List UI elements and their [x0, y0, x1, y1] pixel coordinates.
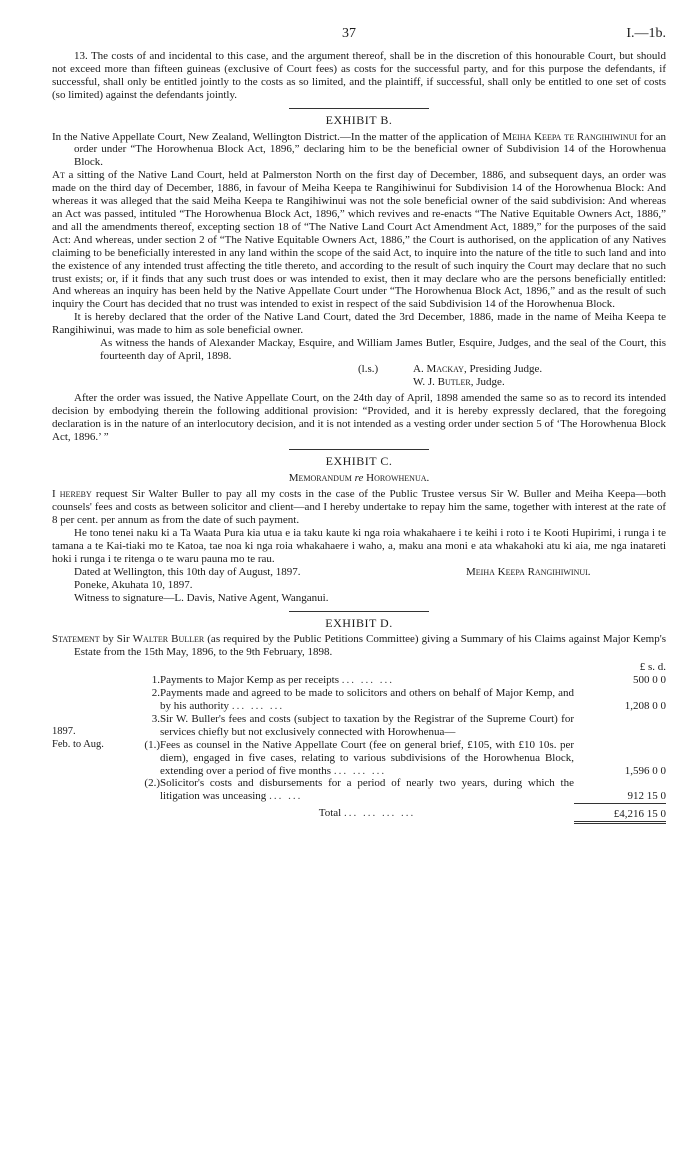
row-number: (2.) — [144, 777, 160, 790]
signature-line-2 — [52, 376, 666, 389]
row-year — [52, 674, 132, 687]
row-description — [160, 739, 574, 778]
sig-name: Mackay — [426, 362, 464, 375]
total-label: Total — [318, 807, 342, 820]
exhibit-b-heading: EXHIBIT B. — [325, 112, 393, 127]
exhibit-d-heading: EXHIBIT D. — [325, 615, 393, 630]
row-number: 3. — [151, 712, 160, 725]
row-amount: 912 15 0 — [627, 789, 666, 802]
row-year: Feb. to Aug. — [52, 738, 104, 750]
total-row — [52, 803, 666, 822]
intro-text: In the Native Appellate Court, New Zealand, Wellington District.—In the matter of the application of — [52, 130, 503, 143]
judge-signature-2 — [413, 376, 505, 389]
exhibit-c-witness: Witness to signature—L. Davis, Native Agent, Wanganui. — [74, 591, 329, 604]
currency-column-header: £ s. d. — [639, 661, 666, 674]
sig-name: Butler — [437, 375, 471, 388]
table-row — [52, 674, 666, 687]
leader-dots: ... ... ... ... — [343, 807, 416, 820]
row-description — [160, 674, 574, 687]
exhibit-b-recital — [52, 169, 666, 311]
table-row — [52, 739, 666, 778]
table-header-row — [52, 661, 666, 674]
row-number: 2. — [151, 687, 160, 700]
seal-mark: (l.s.) — [358, 362, 379, 375]
sig-role: , Presiding Judge. — [463, 362, 543, 375]
signer-name: Meiha Keepa Rangihiwinui. — [466, 565, 591, 578]
row-year — [52, 777, 132, 803]
leader-dots: ... ... ... — [333, 764, 387, 777]
page-number: 37 — [342, 26, 356, 41]
sig-initial: A. — [413, 362, 427, 375]
desc-text: Solicitor's costs and disbursements for a period of nearly two years, during which the litigation was unceasing — [160, 777, 574, 803]
claims-table — [52, 661, 666, 823]
statement-text: by Sir — [99, 633, 133, 646]
desc-text: Fees as counsel in the Native Appellate Court (fee on general brief, £105, with £10 10s. per diem), engaged in five cases, relating to various subdivisions of the Horowhenua Block, extending over a period of five months — [160, 738, 574, 777]
exhibit-b-declaration: It is hereby declared that the order of the Native Land Court, dated the 3rd December, 1886, made in the name of Meiha Keepa te Rangihiwinui, was made to him as sole beneficial owner. — [52, 311, 666, 337]
signature-line-1 — [52, 363, 666, 376]
total-amount: £4,216 15 0 — [574, 803, 666, 822]
request-text: request Sir Walter Buller to pay all my costs in the case of the Public Trustee versus Sir W. Buller and Meiha Keepa—both counsels' fees and costs as between solicitor and client—and I hereby undertake to repay him the same, together with interest at the rate of 8 per cent. per annum as from the date of such payment. — [52, 488, 666, 527]
sub-re: re — [351, 472, 367, 485]
exhibit-b-intro — [52, 131, 666, 170]
section-divider — [289, 108, 429, 109]
sub-a: Memorandum — [288, 472, 352, 485]
document-page — [52, 28, 666, 824]
leader-dots: ... ... ... — [341, 674, 395, 687]
row-number: 1. — [151, 674, 160, 687]
judge-signature-1 — [413, 363, 542, 376]
intro-text-end: for an order under “The Horowhenua Block Act, 1896,” declaring him to be the beneficial owner of Subdivision 14 of the Horowhenua Block. — [74, 130, 666, 169]
witness-text: As witness the hands of Alexander Mackay, Esquire, and William James Butler, Esquire, Judges, and the seal of the Court, this fourteenth day of April, 1898. — [100, 337, 666, 362]
table-row — [52, 713, 666, 739]
row-description — [160, 777, 574, 803]
clause-13: 13. The costs of and incidental to this case, and the argument thereof, shall be in the discretion of this honourable Court, but should not exceed more than fifteen guineas (exclusive of Court fees) as costs for the successful party, and for this purpose the defendants, if successful, shall only be entitled jointly to the costs as so limited, and the plaintiff, if successful, shall only be entitled to one set of costs (so limited) against the defendants jointly. — [52, 50, 666, 101]
applicant-name: Meiha Keepa te Rangihiwinui — [502, 130, 638, 143]
document-reference: I.—1b. — [626, 26, 666, 41]
claimant-name: Walter Buller — [132, 633, 205, 646]
row-description — [160, 687, 574, 713]
sub-b: Horowhenua. — [366, 472, 430, 485]
desc-text: Payments to Major Kemp as per receipts — [160, 674, 340, 687]
recital-lead: At — [52, 169, 65, 182]
exhibit-b-amendment: After the order was issued, the Native Appellate Court, on the 24th day of April, 1898 amended the same so as to record its intended decision by embodying therein the following additional provision: “Provided, and it is hereby expressly declared, that the foregoing declaration is in the nature of an interlocutory decision, and it is not intended as a vesting order under section 5 of ‘The Horowhenua Block Act, 1896.’ ” — [52, 391, 666, 443]
statement-text-end: (as required by the Public Petitions Committee) giving a Summary of his Claims against Major Kemp's Estate from the 15th May, 1896, to the 9th February, 1898. — [74, 633, 666, 659]
request-lead: I hereby — [52, 488, 92, 501]
row-year: 1897. — [52, 725, 76, 737]
sig-role: , Judge. — [470, 375, 505, 388]
leader-dots: ... ... — [269, 790, 303, 803]
exhibit-d-statement — [52, 633, 666, 659]
recital-text: a sitting of the Native Land Court, held at Palmerston North on the first day of December, 1886, and subsequent days, an order was made on the third day of December, 1886, in favour of Meiha Keepa te Rangihiwinui for Subdivision 14 of the Horowhenua Block: And whereas it was alleged that the said Meiha Keepa te Rangihiwinui was not the sole beneficial owner of the said subdivision: And whereas an Act was passed, intituled “The Horowhenua Block Act, 1896,” which revives and re-enacts “The Native Equitable Owners Act, 1886,” and all the amendments thereof, excepting section 18 of “The Native Land Court Act Amendment Act, 1889,” for the purposes of the said Act: And whereas, under section 2 of “The Native Equitable Owners Act, 1886,” the Court is authorised, on the application of any Natives claiming to be beneficially interested in any land within the scope of the said Act, to inquire into the nature of the title to such land and into the existence of any intended trust affecting the title thereto, and according to the result of such inquiry the Court may declare that no such trust exists; or, if it finds that any such trust does or was intended to exist, then it may declare who are the persons beneficially entitled: And whereas an inquiry has been held by the Native Appellate Court under “The Horowhenua Block Act, 1896,” and as the result of such inquiry the Court has decided that no trust was intended to exist in respect of the said Subdivision 14 of the Horowhenua Block. — [52, 169, 666, 311]
table-row — [52, 777, 666, 803]
exhibit-c-maori-text: He tono tenei naku ki a Ta Waata Pura kia utua e ia taku kaute ki nga roia whakahaere i te keihi i roto i te Kooti Hupirimi, i runga i te tamana a te Kai-tiaki mo te Katoa, tae noa ki nga roia whakahaere i waho, a, maku ana moni e ata whakahoki atu ki aia, me nga inatareti hoki i runga i te ritenga o te waru pauna mo te rau. — [52, 527, 666, 565]
row-year — [52, 687, 132, 713]
row-number: (1.) — [144, 738, 160, 751]
exhibit-c-request — [52, 488, 666, 527]
row-description: Sir W. Buller's fees and costs (subject to taxation by the Registrar of the Supreme Court) for services chiefly but not exclusively connected with Horowhenua— — [160, 712, 574, 738]
leader-dots: ... ... ... — [231, 699, 285, 712]
exhibit-c-dated-line — [52, 566, 666, 579]
sig-initial: W. J. — [413, 375, 438, 388]
desc-text: Payments made and agreed to be made to solicitors and others on behalf of Major Kemp, and by his authority — [160, 687, 574, 712]
section-divider — [289, 449, 429, 450]
row-amount: 1,208 0 0 — [624, 699, 666, 712]
dated-text: Dated at Wellington, this 10th day of August, 1897. — [74, 565, 301, 578]
row-amount: 1,596 0 0 — [624, 764, 666, 777]
page-header — [52, 28, 666, 50]
exhibit-c-heading: EXHIBIT C. — [325, 454, 393, 469]
exhibit-c-subheading — [52, 472, 666, 485]
row-amount: 500 0 0 — [633, 674, 666, 687]
total-label-cell — [160, 803, 574, 822]
table-row — [52, 687, 666, 713]
section-divider — [289, 611, 429, 612]
exhibit-c-poneke: Poneke, Akuhata 10, 1897. — [74, 578, 193, 591]
row-amount — [574, 713, 666, 739]
exhibit-b-witness — [52, 337, 666, 363]
statement-lead: Statement — [52, 633, 100, 646]
